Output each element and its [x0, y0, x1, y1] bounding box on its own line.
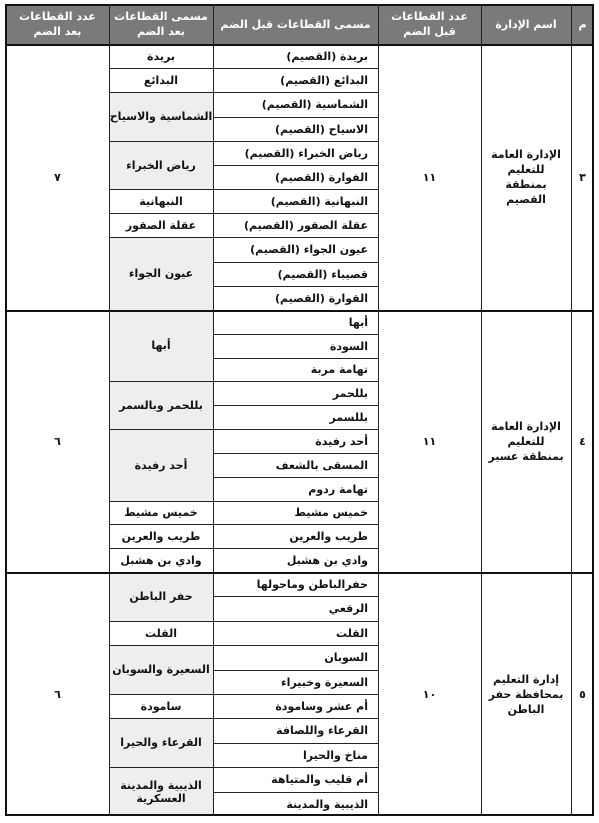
rule-horizontal [213, 596, 378, 597]
rule-horizontal [109, 524, 213, 525]
count-before [378, 572, 481, 816]
sector-after-text: بريدة [147, 49, 175, 63]
sector-after [109, 310, 213, 381]
rule-horizontal [213, 92, 378, 93]
sector-before-text: مناخ والحيرا [303, 748, 368, 762]
sector-before [213, 596, 378, 621]
sector-before [213, 572, 378, 596]
rule-horizontal [213, 524, 378, 525]
sector-before [213, 743, 378, 767]
rule-horizontal [213, 792, 378, 793]
sector-before-text: القلت [336, 626, 368, 640]
count-after-text: ٦ [54, 687, 61, 701]
rule-horizontal [213, 429, 378, 430]
sector-before [213, 310, 378, 334]
rule-horizontal [109, 92, 213, 93]
header-names-after-text: مسمى القطاعات بعد الضم [114, 10, 208, 38]
sector-before-text: الاسياح (القصيم) [275, 122, 368, 136]
sector-after [109, 213, 213, 237]
sector-before [213, 189, 378, 213]
rule-vertical [5, 4, 7, 816]
sector-before-text: تهامة مربة [310, 363, 368, 376]
rule-horizontal [109, 237, 213, 238]
sector-before [213, 453, 378, 477]
rule-horizontal [109, 621, 213, 622]
rule-horizontal [213, 694, 378, 695]
sector-before [213, 767, 378, 792]
count-before [378, 44, 481, 310]
document-page [6, 4, 594, 816]
sector-before [213, 117, 378, 141]
sector-before [213, 718, 378, 743]
sector-before-text: السوبان [324, 651, 368, 664]
rule-horizontal [109, 68, 213, 69]
sector-after [109, 237, 213, 310]
rule-horizontal [109, 645, 213, 646]
sector-before [213, 524, 378, 548]
sector-before [213, 405, 378, 429]
sector-after [109, 694, 213, 718]
sector-before-text: وادي بن هشبل [286, 553, 368, 567]
sector-before-text: السودة [329, 339, 368, 353]
count-after [6, 44, 109, 310]
admin-name-text: الإدارة العامة للتعليم بمنطقة القصيم [491, 148, 561, 206]
sector-after [109, 429, 213, 501]
count-before-text: ١٠ [422, 687, 437, 701]
row-number-text: ٤ [579, 434, 586, 448]
sectors-table [6, 4, 594, 816]
rule-horizontal [213, 68, 378, 69]
rule-horizontal [6, 44, 594, 46]
sector-before-text: الشماسية (القصيم) [261, 98, 368, 111]
sector-before-text: النبهانية (القصيم) [270, 194, 368, 208]
rule-horizontal [213, 548, 378, 549]
sector-before-text: أم عشر وسامودة [275, 699, 368, 713]
rule-horizontal [213, 334, 378, 335]
sector-before [213, 645, 378, 670]
sector-after-text: طريب والعرين [121, 529, 201, 543]
sector-before-text: رياض الخبراء (القصيم) [244, 146, 368, 160]
sector-after [109, 68, 213, 92]
sector-after-text: وادي بن هشبل [120, 553, 202, 567]
sector-after-text: بللحمر وبالسمر [119, 398, 203, 412]
sector-before-text: المسقى بالشعف [275, 458, 368, 472]
rule-horizontal [213, 286, 378, 287]
sector-after [109, 501, 213, 524]
sector-before [213, 548, 378, 572]
sector-after-text: خميس مشيط [124, 506, 198, 519]
rule-horizontal [6, 4, 594, 6]
rule-horizontal [213, 405, 378, 406]
row-number [571, 572, 594, 816]
rule-horizontal [109, 381, 213, 382]
sector-before [213, 334, 378, 358]
sector-after [109, 621, 213, 645]
sector-before [213, 670, 378, 694]
rule-vertical [109, 4, 110, 816]
sector-after [109, 572, 213, 621]
sector-before [213, 501, 378, 524]
sector-before [213, 429, 378, 453]
rule-horizontal [6, 572, 594, 574]
sector-before-text: قصيباء (القصيم) [277, 267, 368, 281]
rule-horizontal [109, 718, 213, 719]
header-names-before [213, 4, 378, 44]
admin-name-text: الإدارة العامة للتعليم بمنطقة عسير [488, 419, 564, 463]
sector-before [213, 621, 378, 645]
count-after-text: ٦ [54, 434, 61, 448]
sector-before-text: أبها [348, 315, 368, 329]
admin-name [481, 572, 571, 816]
sector-after-text: الذيبية والمدينة العسكرية [120, 778, 202, 805]
sector-after-text: أبها [151, 339, 171, 352]
sector-before-text: أم قليب والمتياهة [271, 773, 368, 786]
sector-after-text: السعيرة والسوبان [112, 663, 210, 676]
rule-horizontal [109, 141, 213, 142]
row-number-text: ٣ [579, 170, 586, 184]
rule-horizontal [213, 213, 378, 214]
sector-after [109, 524, 213, 548]
header-count-before-text: عدد القطاعات قبل الضم [391, 10, 468, 38]
sector-after [109, 92, 213, 141]
header-admin-name [481, 4, 571, 44]
rule-horizontal [213, 645, 378, 646]
sector-before-text: البدائع (القصيم) [280, 73, 368, 87]
rule-vertical [378, 4, 379, 816]
sector-after [109, 645, 213, 694]
rule-horizontal [213, 477, 378, 478]
sector-before [213, 44, 378, 68]
rule-horizontal [213, 189, 378, 190]
rule-horizontal [109, 767, 213, 768]
rule-vertical [592, 4, 594, 816]
sector-before [213, 92, 378, 117]
admin-name-text: إدارة التعليم بمحافظة حفر الباطن [488, 672, 564, 716]
rule-horizontal [213, 165, 378, 166]
admin-name [481, 310, 571, 572]
rule-horizontal [213, 141, 378, 142]
sector-after [109, 767, 213, 816]
sector-after [109, 141, 213, 189]
sector-before-text: خميس مشيط [294, 506, 368, 519]
rule-horizontal [213, 262, 378, 263]
sector-before [213, 141, 378, 165]
sector-after-text: حفر الباطن [129, 590, 193, 603]
count-after-text: ٧ [54, 170, 61, 184]
header-number-text: م [578, 17, 587, 31]
sector-before [213, 694, 378, 718]
rule-horizontal [213, 767, 378, 768]
sector-after-text: القرعاء والحيرا [120, 736, 202, 749]
sector-after [109, 718, 213, 767]
count-after [6, 572, 109, 816]
sector-before [213, 68, 378, 92]
sector-before [213, 381, 378, 405]
rule-horizontal [213, 670, 378, 671]
count-before-text: ١١ [422, 170, 437, 184]
rule-horizontal [109, 694, 213, 695]
sector-before [213, 358, 378, 381]
count-after [6, 310, 109, 572]
sector-after [109, 381, 213, 429]
sector-before-text: بللسمر [329, 410, 368, 424]
rule-vertical [571, 4, 572, 816]
sector-after-text: عقلة الصقور [125, 218, 197, 232]
sector-after [109, 44, 213, 68]
rule-vertical [213, 4, 214, 816]
sector-before-text: طريب والعرين [289, 529, 368, 543]
sector-before-text: أحد رفيدة [315, 434, 368, 448]
sector-before-text: السعيرة وخبيراء [281, 675, 368, 689]
sector-before [213, 262, 378, 286]
sector-after [109, 189, 213, 213]
sector-before-text: القوارة (القصيم) [275, 291, 368, 305]
row-number [571, 310, 594, 572]
sector-before [213, 477, 378, 501]
sector-before-text: الرقعي [328, 602, 368, 615]
header-count-after [6, 4, 109, 44]
sector-after-text: النبهانية [139, 194, 183, 208]
sector-before [213, 286, 378, 310]
header-admin-name-text: اسم الإدارة [495, 17, 557, 31]
sector-after-text: الشماسية والاسياح [109, 110, 213, 123]
rule-horizontal [213, 453, 378, 454]
sector-before-text: عيون الجواء (القصيم) [250, 243, 368, 256]
count-before-text: ١١ [422, 434, 437, 448]
rule-horizontal [109, 213, 213, 214]
rule-horizontal [213, 117, 378, 118]
sector-before-text: الذيبية والمدينة [286, 797, 368, 811]
sector-after-text: سامودة [140, 699, 182, 713]
rule-horizontal [109, 189, 213, 190]
sector-before-text: عقلة الصقور (القصيم) [244, 218, 368, 232]
header-count-before [378, 4, 481, 44]
sector-after [109, 548, 213, 572]
count-before [378, 310, 481, 572]
sector-before-text: بريدة (القصيم) [286, 49, 368, 63]
sector-before-text: تهامة ردوم [308, 482, 368, 496]
row-number [571, 44, 594, 310]
rule-horizontal [213, 358, 378, 359]
header-names-before-text: مسمى القطاعات قبل الضم [220, 17, 371, 31]
sector-before [213, 237, 378, 262]
rule-horizontal [213, 718, 378, 719]
header-count-after-text: عدد القطاعات بعد الضم [19, 10, 96, 38]
sector-before [213, 792, 378, 816]
sector-before [213, 213, 378, 237]
sector-after-text: البدائع [143, 73, 179, 87]
admin-name [481, 44, 571, 310]
rule-horizontal [6, 310, 594, 312]
sector-before [213, 165, 378, 189]
sector-before-text: حفرالباطن وماحولها [256, 577, 368, 591]
sector-before-text: الفوارة (القصيم) [275, 170, 368, 184]
rule-horizontal [213, 381, 378, 382]
rule-horizontal [213, 743, 378, 744]
rule-horizontal [109, 548, 213, 549]
header-names-after [109, 4, 213, 44]
sector-after-text: عيون الجواء [128, 267, 194, 280]
rule-horizontal [109, 501, 213, 502]
sector-after-text: رياض الخبراء [126, 158, 196, 172]
rule-horizontal [109, 429, 213, 430]
sector-after-text: أحد رفيدة [134, 458, 188, 472]
rule-vertical [481, 4, 482, 816]
rule-horizontal [213, 237, 378, 238]
sector-after-text: القلت [145, 626, 177, 640]
rule-horizontal [6, 814, 594, 816]
header-number [571, 4, 594, 44]
row-number-text: ٥ [579, 687, 586, 701]
sector-before-text: القرعاء واللصافة [276, 724, 368, 737]
rule-horizontal [213, 501, 378, 502]
rule-horizontal [213, 621, 378, 622]
sector-before-text: بللحمر [332, 386, 368, 400]
